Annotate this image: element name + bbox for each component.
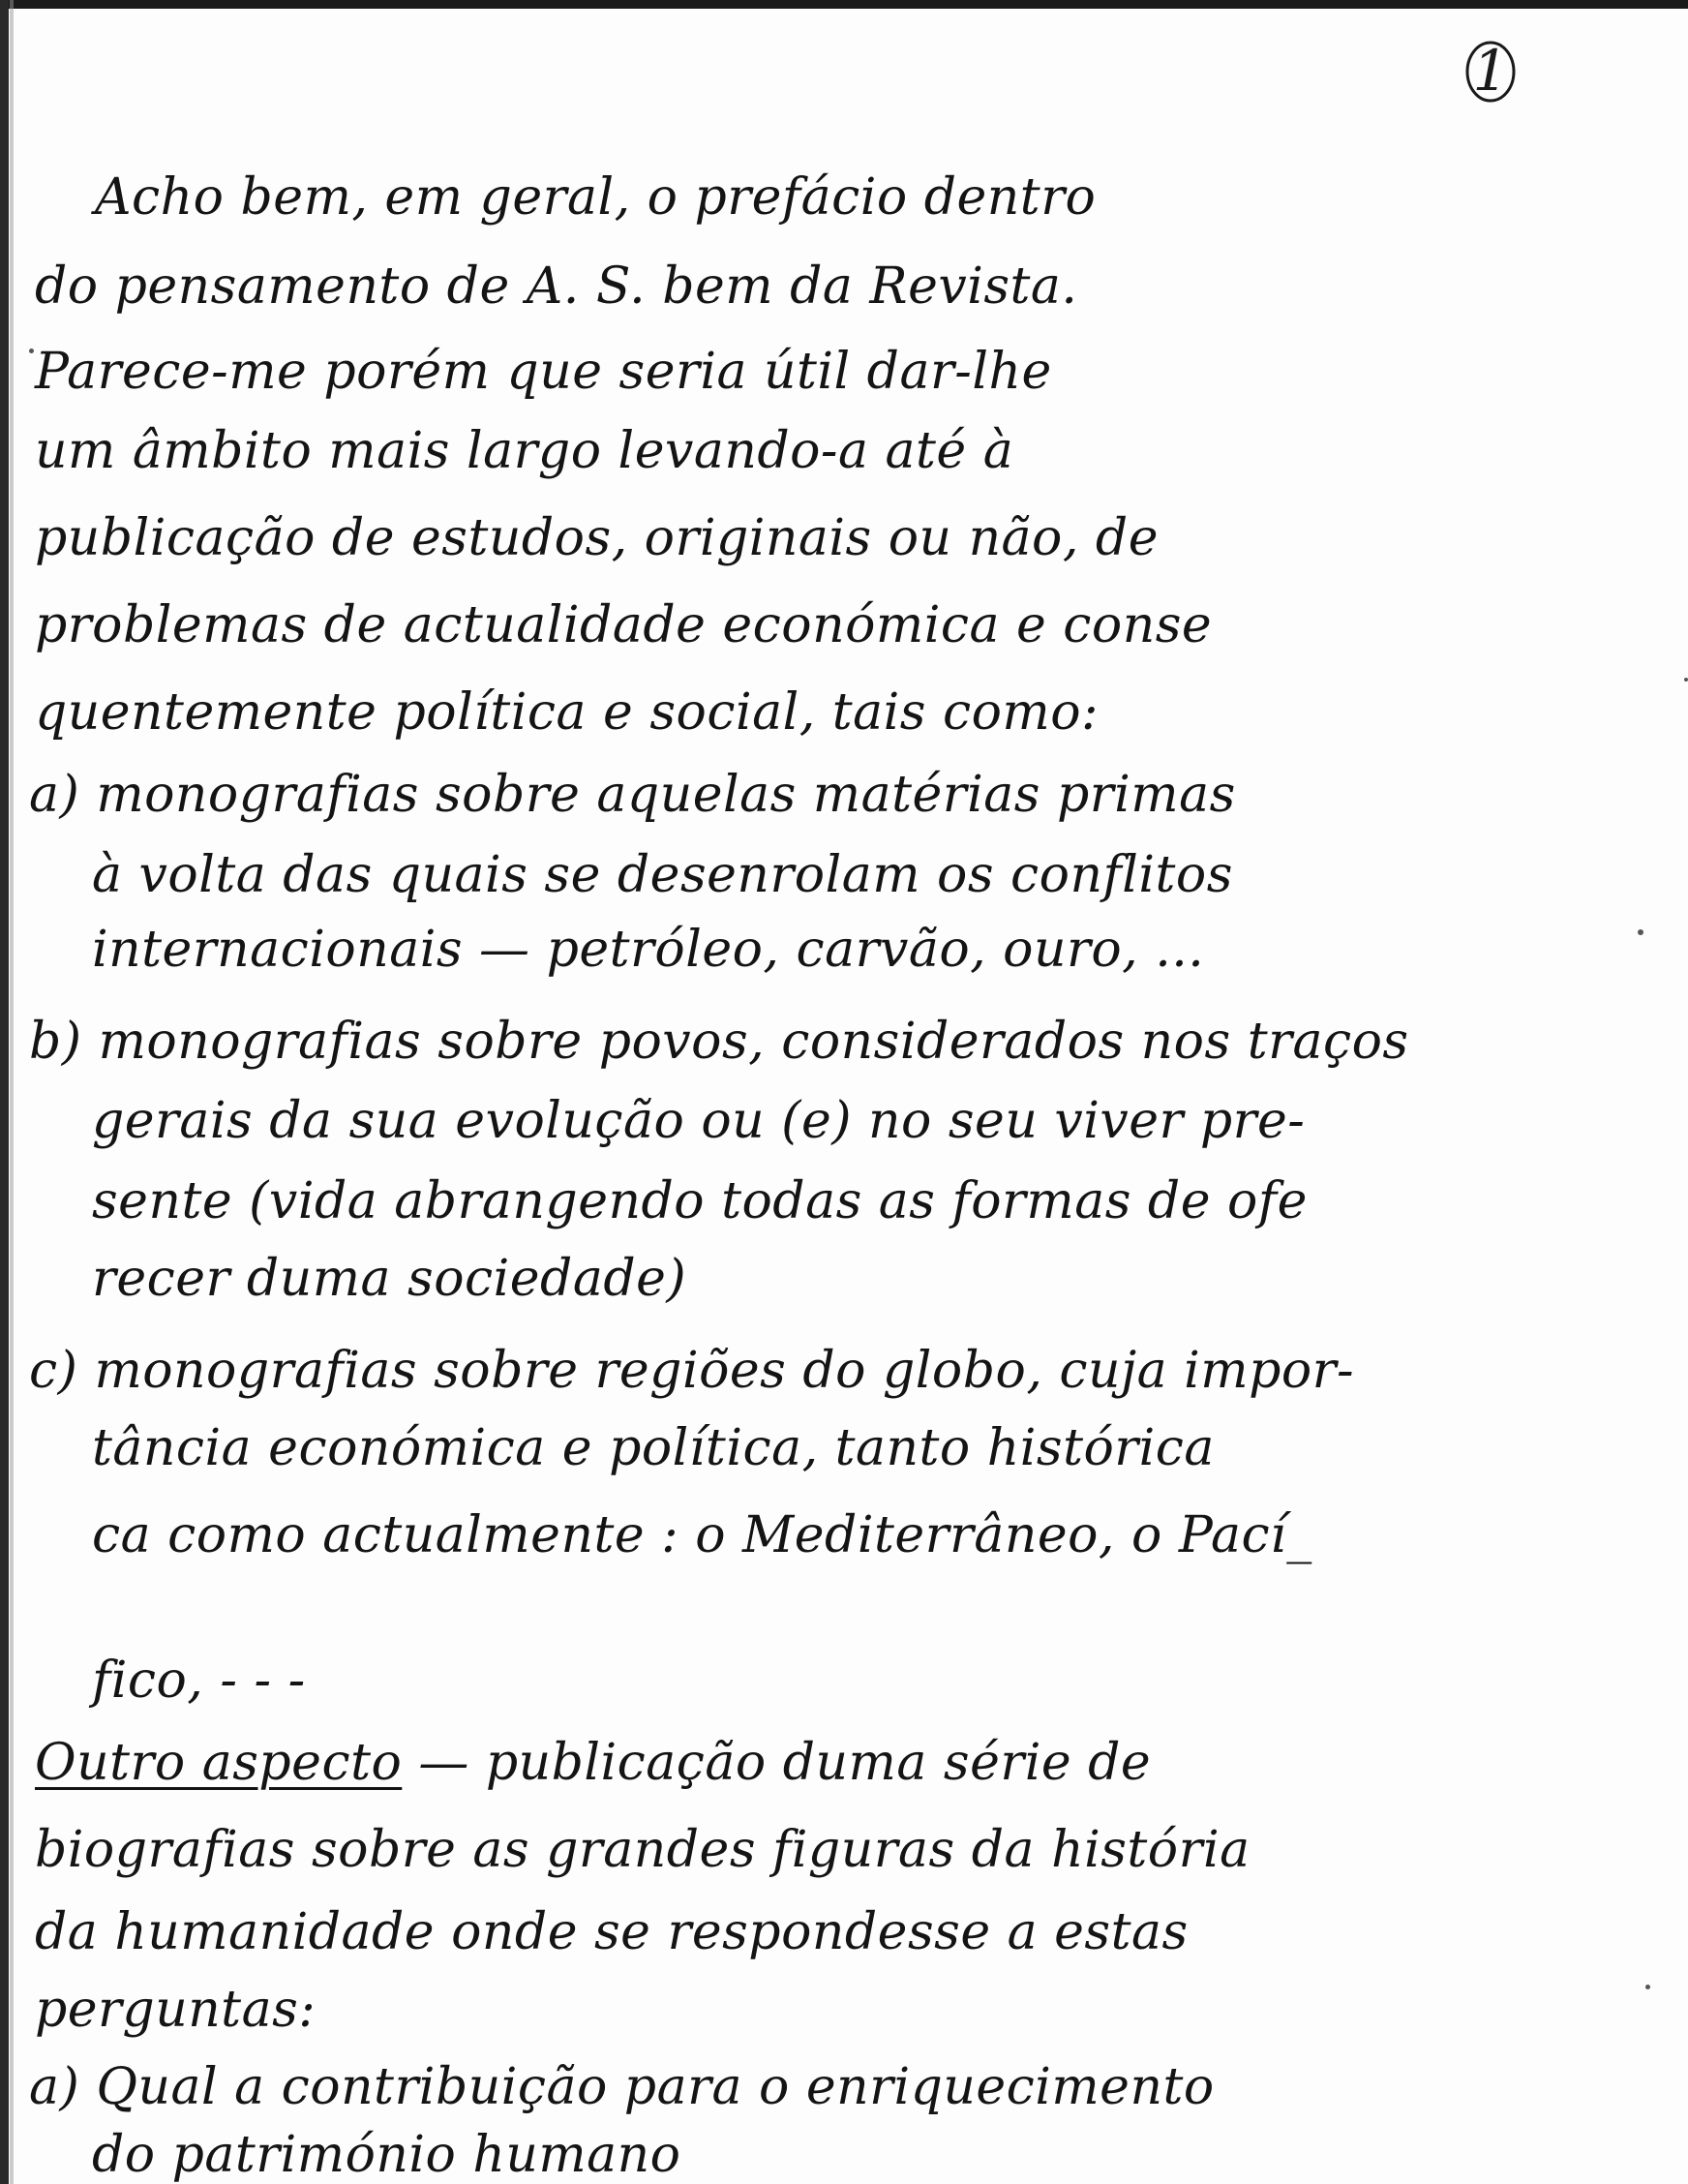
underlined-heading: Outro aspecto	[35, 1734, 403, 1792]
text-line: do património humano	[92, 2126, 681, 2184]
text-line: a) monografias sobre aquelas matérias primas	[29, 766, 1236, 824]
text-line: Outro aspecto — publicação duma série de	[35, 1734, 1152, 1792]
text-line: Parece-me porém que seria útil dar-lhe	[35, 343, 1052, 401]
text-line: Acho bem, em geral, o prefácio dentro	[95, 168, 1097, 227]
scan-speck	[29, 349, 34, 353]
scan-speck	[1638, 929, 1643, 935]
text-line: sente (vida abrangendo todas as formas de ofe	[92, 1172, 1308, 1230]
text-line: quentemente política e social, tais como:	[35, 683, 1100, 742]
text-line: recer duma sociedade)	[92, 1250, 687, 1308]
text-line: c) monografias sobre regiões do globo, cuja impor-	[29, 1342, 1355, 1400]
text-line: tância económica e política, tanto histórica	[92, 1419, 1215, 1477]
text-line: da humanidade onde se respondesse a estas	[35, 1903, 1189, 1961]
page-number-text: 1	[1472, 38, 1509, 104]
text-line: publicação de estudos, originais ou não, de	[35, 509, 1159, 567]
text-line: a) Qual a contribuição para o enriquecimento	[29, 2058, 1215, 2116]
text-line: ca como actualmente : o Mediterrâneo, o Pací_	[92, 1506, 1312, 1564]
text-line: gerais da sua evolução ou (e) no seu viver pre-	[92, 1092, 1306, 1150]
scan-speck	[1645, 1985, 1650, 1989]
text-line: do pensamento de A. S. bem da Revista.	[35, 258, 1078, 316]
text-line: um âmbito mais largo levando-a até à	[35, 422, 1014, 480]
text-line: problemas de actualidade económica e conse	[35, 596, 1213, 654]
text-line: perguntas:	[35, 1981, 316, 2039]
scan-speck	[1684, 678, 1688, 682]
text-line: biografias sobre as grandes figuras da história	[35, 1821, 1251, 1879]
text-line: b) monografias sobre povos, considerados nos traços	[29, 1013, 1409, 1071]
text-line: fico, - - -	[92, 1652, 306, 1710]
text-line: internacionais — petróleo, carvão, ouro, ...	[92, 921, 1205, 979]
text-line: à volta das quais se desenrolam os conflitos	[92, 846, 1233, 904]
